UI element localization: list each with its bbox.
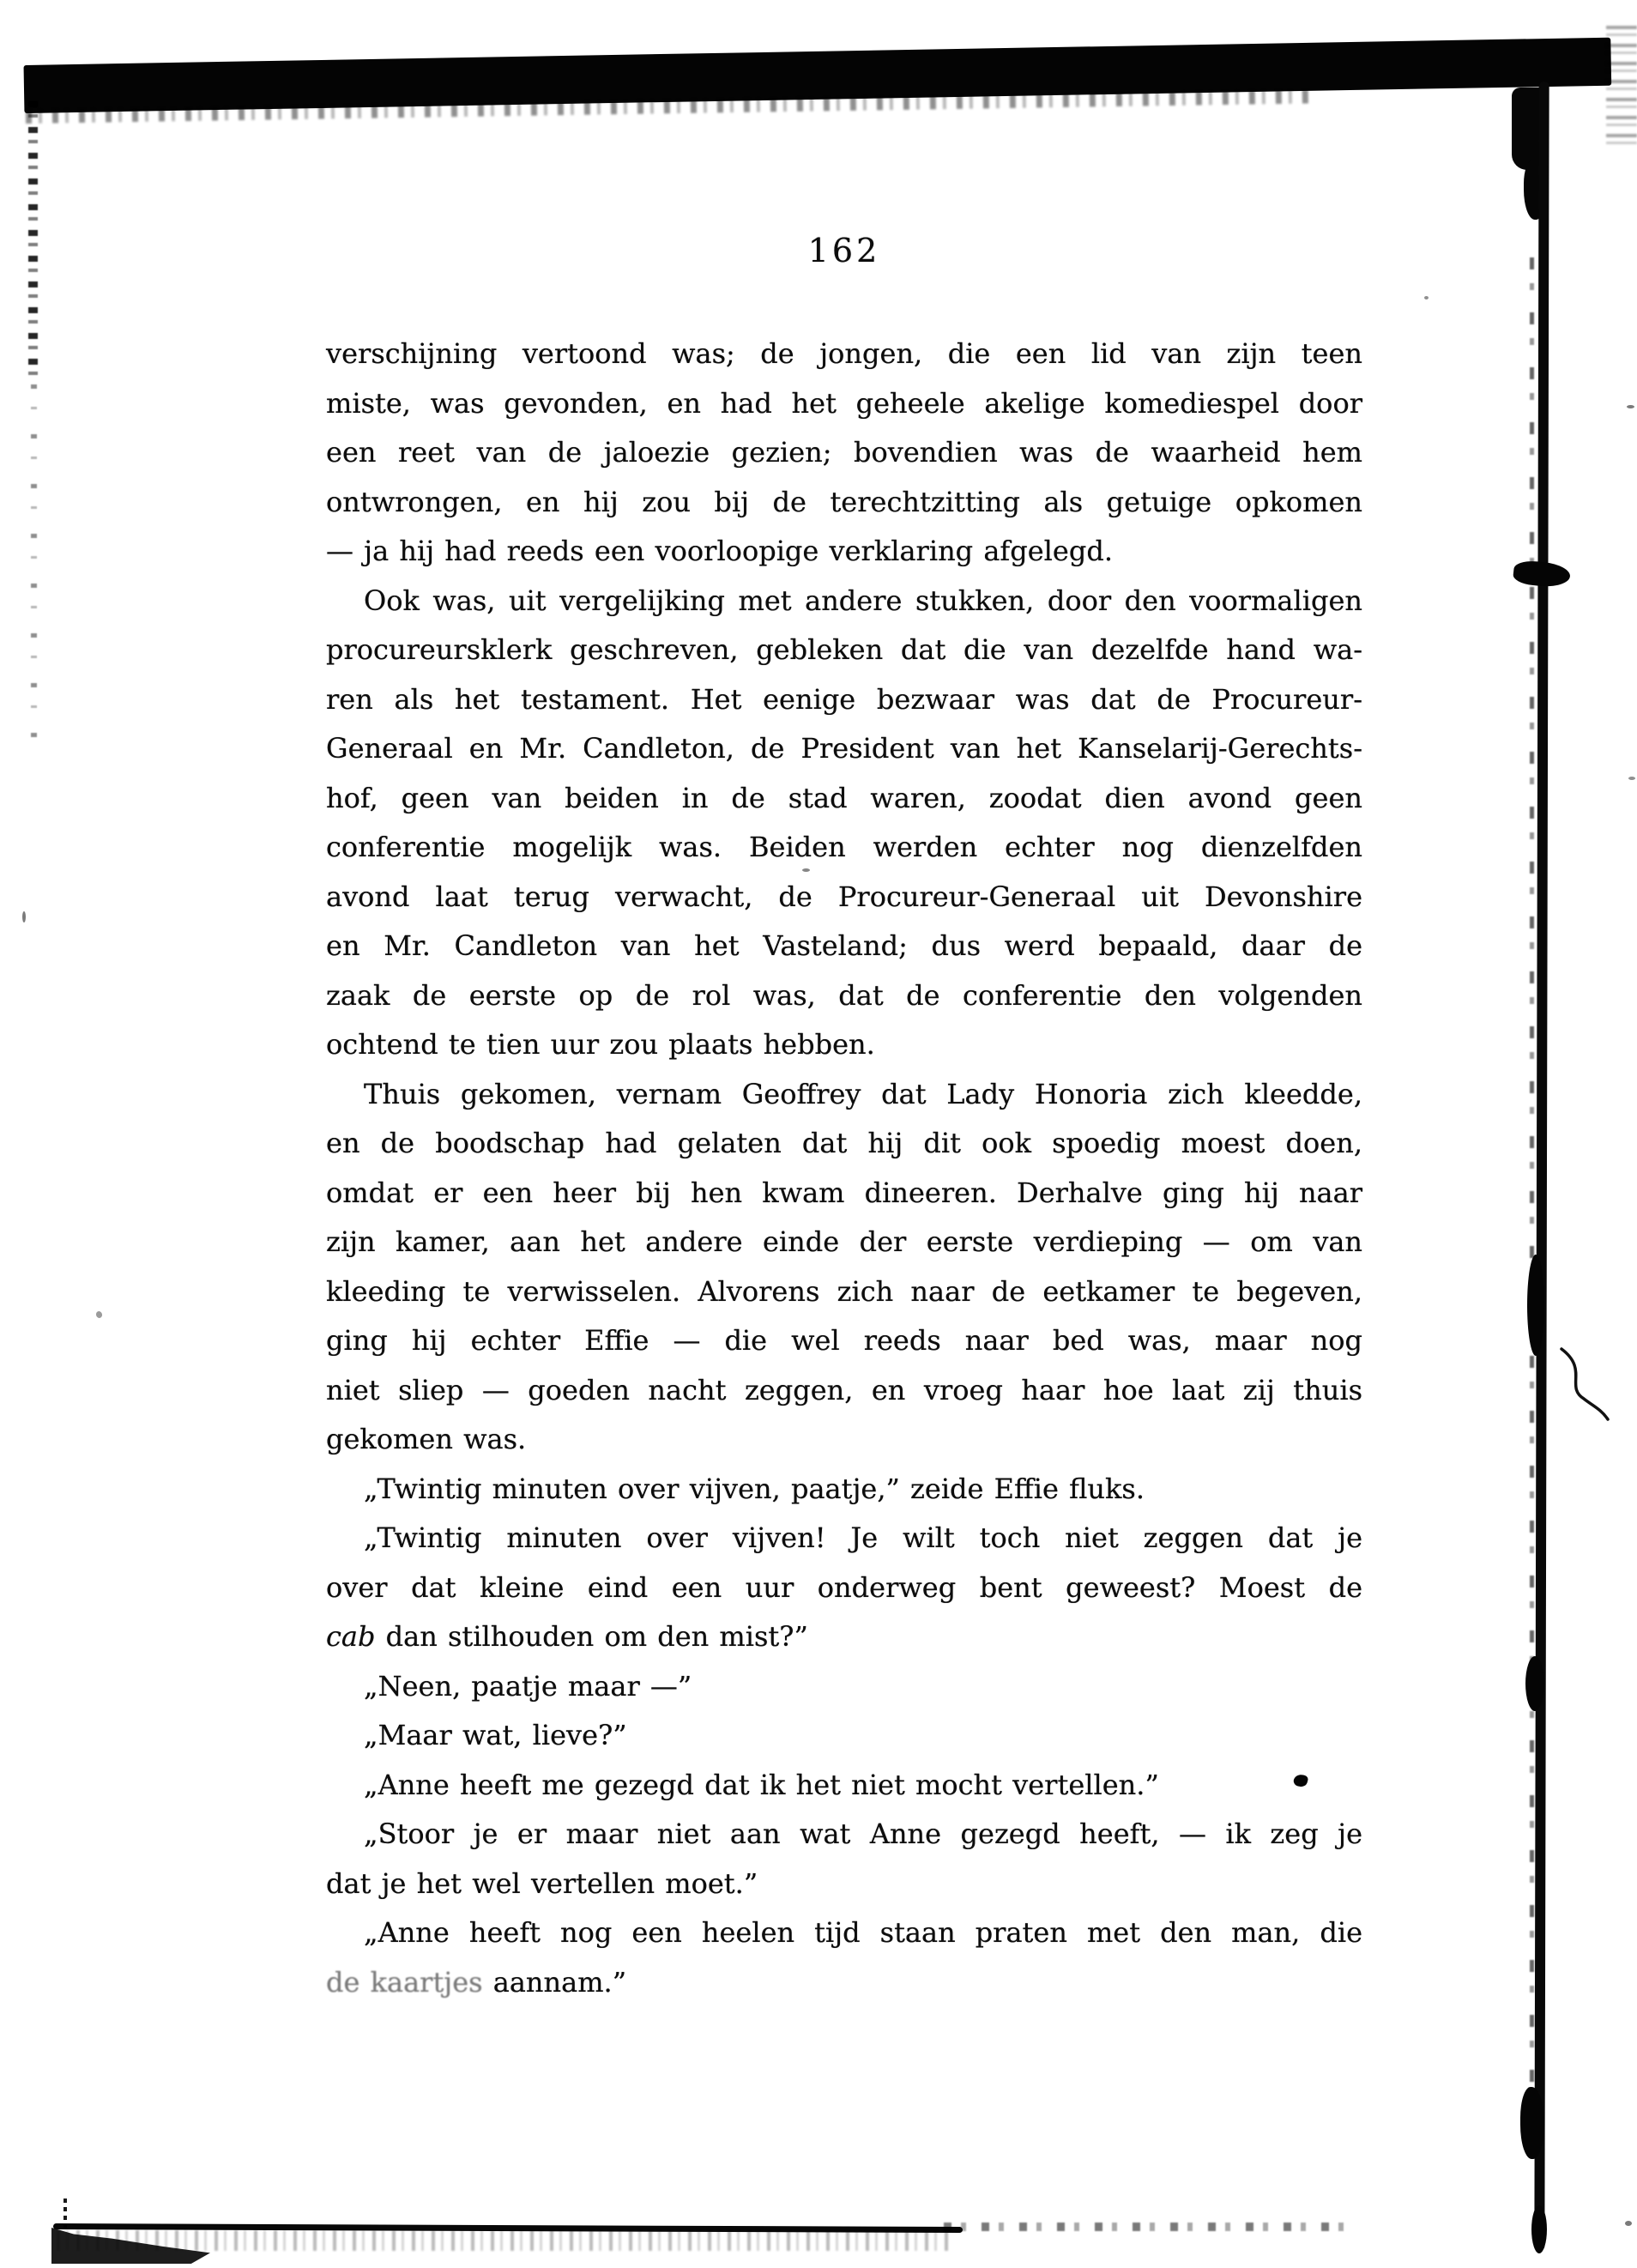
text-line <box>326 675 1362 725</box>
text-segment: ging hij echter Effie — die wel reeds naar bed was, maar nog <box>326 1324 1362 1357</box>
text-line <box>326 1267 1362 1317</box>
text-line <box>326 1810 1362 1860</box>
text-segment: kleeding te verwisselen. Alvorens zich naar de eetkamer te begeven, <box>326 1274 1362 1308</box>
text-segment: „Twintig minuten over vijven! Je wilt toch niet zeggen dat je <box>364 1521 1362 1554</box>
text-segment: avond laat terug verwacht, de Procureur-Generaal uit Devonshire <box>326 880 1362 913</box>
text-line <box>326 1366 1362 1416</box>
stray-mark <box>1424 296 1429 299</box>
scan-bottom-edge-line <box>53 2223 963 2233</box>
text-segment: de kaartjes <box>326 1965 483 1999</box>
text-line <box>326 1169 1362 1219</box>
text-segment: dat je het wel vertellen moet.” <box>326 1866 758 1900</box>
stray-mark <box>1627 405 1634 408</box>
page-text-body <box>326 330 1362 2007</box>
ink-blob-artifact <box>1531 2205 1547 2253</box>
text-line <box>326 1612 1362 1662</box>
text-line <box>326 1070 1362 1120</box>
scan-left-edge-speckle-fade <box>31 384 37 745</box>
text-segment: Ook was, uit vergelijking met andere stukken, door den voormaligen <box>364 584 1362 617</box>
text-segment: en de boodschap had gelaten dat hij dit ook spoedig moest doen, <box>326 1127 1362 1159</box>
text-segment: „Maar wat, lieve?” <box>364 1719 627 1751</box>
text-segment: — ja hij had reeds een voorloopige verklaring afgelegd. <box>326 535 1113 567</box>
text-segment: ren als het testament. Het eenige bezwaar was dat de Procureur- <box>326 682 1362 716</box>
text-segment: procureursklerk geschreven, gebleken dat die van dezelfde hand wa- <box>326 633 1362 666</box>
text-segment: niet sliep — goeden nacht zeggen, en vroeg haar hoe laat zij thuis <box>326 1373 1362 1406</box>
text-line <box>326 1119 1362 1169</box>
text-segment: „Neen, paatje maar —” <box>364 1669 692 1703</box>
text-line <box>326 1415 1362 1465</box>
text-segment: „Twintig minuten over vijven, paatje,” zeide Effie fluks. <box>364 1472 1145 1505</box>
scan-left-edge-speckle <box>28 101 38 384</box>
text-segment: en Mr. Candleton van het Vasteland; dus werd bepaald, daar de <box>326 929 1362 962</box>
text-segment: gekomen was. <box>326 1423 527 1455</box>
text-segment: miste, was gevonden, en had het geheele akelige komediespel door <box>326 386 1362 420</box>
stray-mark <box>22 911 26 922</box>
text-line <box>326 823 1362 873</box>
text-line <box>326 379 1362 429</box>
text-line <box>326 330 1362 379</box>
text-segment: cab <box>326 1620 376 1653</box>
text-line <box>326 1218 1362 1267</box>
text-line <box>326 774 1362 824</box>
text-line <box>326 1860 1362 1909</box>
text-line <box>326 724 1362 774</box>
text-line <box>326 922 1362 971</box>
ink-blob-artifact <box>1527 1255 1544 1356</box>
scan-top-edge-bar <box>24 38 1612 113</box>
scan-bottom-left-tick <box>63 2198 67 2228</box>
ink-blob-artifact <box>1513 559 1572 590</box>
text-line <box>326 478 1362 528</box>
text-line <box>326 428 1362 478</box>
text-line <box>326 626 1362 675</box>
text-segment: aannam.” <box>482 1965 627 1999</box>
text-line <box>326 527 1362 577</box>
text-line <box>326 1316 1362 1366</box>
text-line <box>326 1020 1362 1070</box>
stray-mark <box>95 1310 103 1319</box>
text-segment: over dat kleine eind een uur onderweg bent geweest? Moest de <box>326 1570 1362 1604</box>
text-line <box>326 577 1362 626</box>
scan-bottom-left-blob <box>51 2228 210 2264</box>
text-segment: ontwrongen, en hij zou bij de terechtzitting als getuige opkomen <box>326 485 1362 518</box>
scan-top-right-noise <box>1606 26 1637 146</box>
text-segment: ochtend te tien uur zou plaats hebben. <box>326 1028 875 1061</box>
text-segment: conferentie mogelijk was. Beiden werden echter nog dienzelfden <box>326 831 1362 863</box>
text-segment: zaak de eerste op de rol was, dat de conferentie den volgenden <box>326 978 1362 1012</box>
book-spine-hook-artifact <box>1524 160 1546 220</box>
ink-blob-artifact <box>1525 1656 1544 1711</box>
text-segment: dan stilhouden om den mist?” <box>375 1620 808 1653</box>
text-line <box>326 873 1362 922</box>
text-line <box>326 1958 1362 2008</box>
text-line <box>326 971 1362 1021</box>
text-line <box>326 1465 1362 1515</box>
ink-blob-artifact <box>1520 2087 1544 2159</box>
text-segment: verschijning vertoond was; de jongen, die een lid van zijn teen <box>326 337 1362 370</box>
scan-bottom-edge-speckle <box>57 2230 949 2251</box>
book-spine-hook-artifact <box>1512 88 1544 170</box>
stray-mark <box>1625 2221 1632 2226</box>
scan-top-edge-fuzz <box>26 89 1313 124</box>
text-segment: „Anne heeft nog een heelen tijd staan praten met den man, die <box>364 1916 1362 1949</box>
text-segment: zijn kamer, aan het andere einde der eerste verdieping — om van <box>326 1225 1362 1258</box>
text-segment: hof, geen van beiden in de stad waren, zoodat dien avond geen <box>326 781 1362 814</box>
hair-curl-artifact <box>1555 1346 1615 1431</box>
book-spine-line-rough-edge <box>1530 257 1534 2145</box>
text-line <box>326 1908 1362 1958</box>
text-segment: „Anne heeft me gezegd dat ik het niet mocht vertellen.” <box>364 1768 1159 1801</box>
stray-mark <box>1628 777 1635 780</box>
text-segment: „Stoor je er maar niet aan wat Anne gezegd heeft, — ik zeg je <box>364 1817 1362 1850</box>
text-segment: Thuis gekomen, vernam Geoffrey dat Lady Honoria zich kleedde, <box>364 1077 1362 1110</box>
text-segment: omdat er een heer bij hen kwam dineeren. Derhalve ging hij naar <box>326 1176 1362 1209</box>
text-line <box>326 1662 1362 1712</box>
page-number: 162 <box>807 232 881 269</box>
text-segment: een reet van de jaloezie gezien; bovendien was de waarheid hem <box>326 436 1362 469</box>
text-line <box>326 1761 1362 1811</box>
text-segment: Generaal en Mr. Candleton, de President van het Kanselarij-Gerechts- <box>326 732 1362 765</box>
text-line <box>326 1563 1362 1613</box>
text-line <box>326 1514 1362 1563</box>
scan-bottom-edge-line-fade <box>944 2223 1356 2231</box>
text-line <box>326 1711 1362 1761</box>
book-spine-line-artifact <box>1534 82 1549 2251</box>
